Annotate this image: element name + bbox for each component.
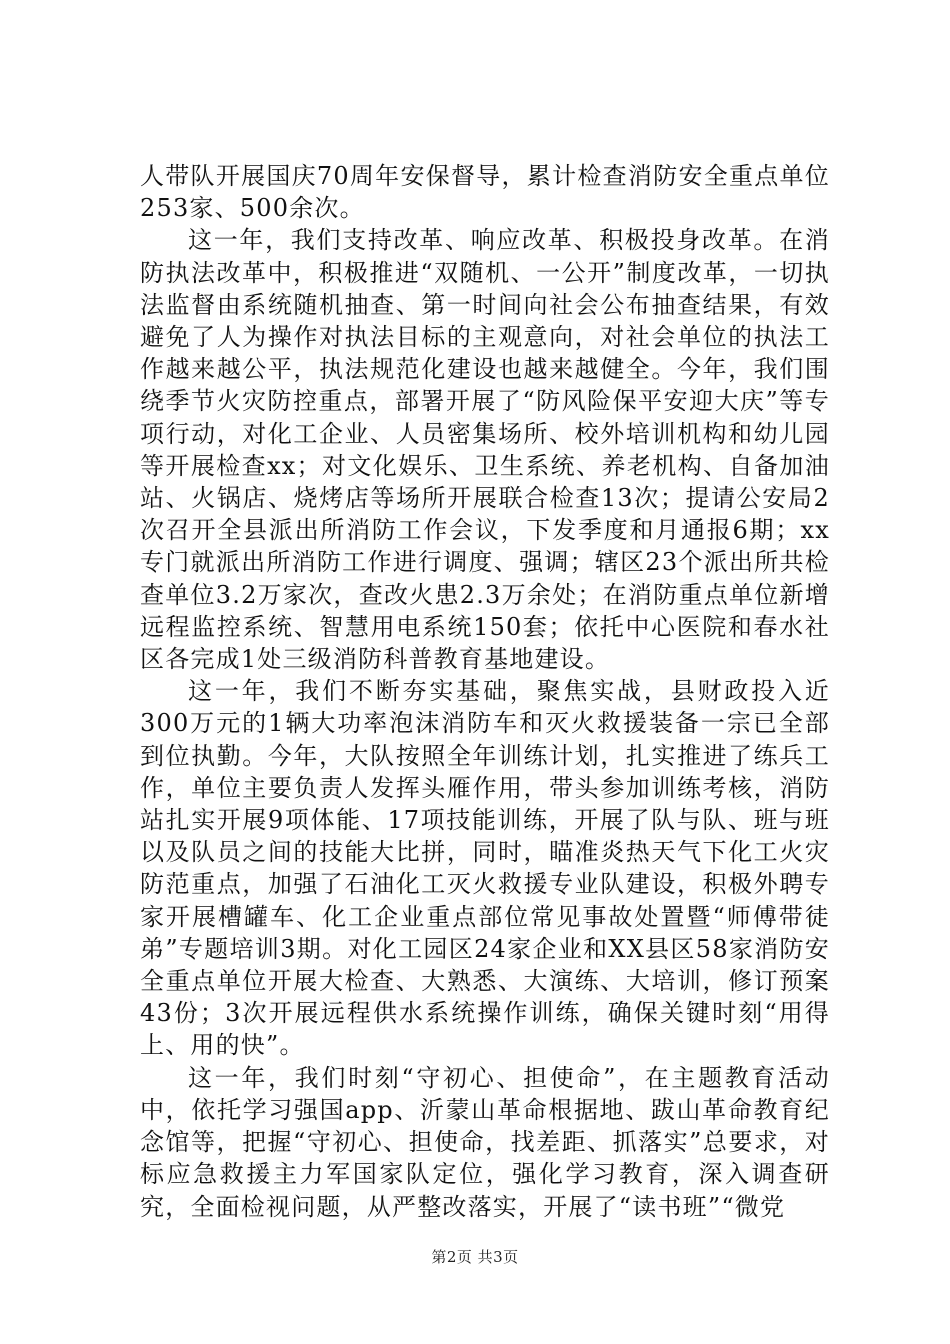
document-body (140, 160, 830, 1223)
paragraph-continuation: 人带队开展国庆70周年安保督导，累计检查消防安全重点单位253家、500余次。 (140, 162, 830, 223)
paragraph-education: 这一年，我们时刻“守初心、担使命”，在主题教育活动中，依托学习强国app、沂蒙山革命根据地、跋山革命教育纪念馆等，把握“守初心、担使命，找差距、抓落实”总要求，对标应急救援主力军国家队定位，强化学习教育，深入调查研究，全面检视问题，从严整改落实，开展了“读书班”“微党 (140, 1063, 830, 1221)
paragraph-reform: 这一年，我们支持改革、响应改革、积极投身改革。在消防执法改革中，积极推进“双随机、一公开”制度改革，一切执法监督由系统随机抽查、第一时间向社会公布抽查结果，有效避免了人为操作对执法目标的主观意向，对社会单位的执法工作越来越公平，执法规范化建设也越来越健全。今年，我们围绕季节火灾防控重点，部署开展了“防风险保平安迎大庆”等专项行动，对化工企业、人员密集场所、校外培训机构和幼儿园等开展检查xx；对文化娱乐、卫生系统、养老机构、自备加油站、火锅店、烧烤店等场所开展联合检查13次；提请公安局2次召开全县派出所消防工作会议，下发季度和月通报6期；xx专门就派出所消防工作进行调度、强调；辖区23个派出所共检查单位3.2万家次，查改火患2.3万余处；在消防重点单位新增远程监控系统、智慧用电系统150套；依托中心医院和春水社区各完成1处三级消防科普教育基地建设。 (140, 226, 830, 674)
paragraph-training: 这一年，我们不断夯实基础，聚焦实战，县财政投入近300万元的1辆大功率泡沫消防车和灭火救援装备一宗已全部到位执勤。今年，大队按照全年训练计划，扎实推进了练兵工作，单位主要负责人发挥头雁作用，带头参加训练考核，消防站扎实开展9项体能、17项技能训练，开展了队与队、班与班以及队员之间的技能大比拼，同时，瞄准炎热天气下化工火灾防范重点，加强了石油化工灭火救援专业队建设，积极外聘专家开展槽罐车、化工企业重点部位常见事故处置暨“师傅带徒弟”专题培训3期。对化工园区24家企业和XX县区58家消防安全重点单位开展大检查、大熟悉、大演练、大培训，修订预案43份；3次开展远程供水系统操作训练，确保关键时刻“用得上、用的快”。 (140, 677, 830, 1060)
page-number-footer: 第2页 共3页 (431, 1248, 519, 1266)
